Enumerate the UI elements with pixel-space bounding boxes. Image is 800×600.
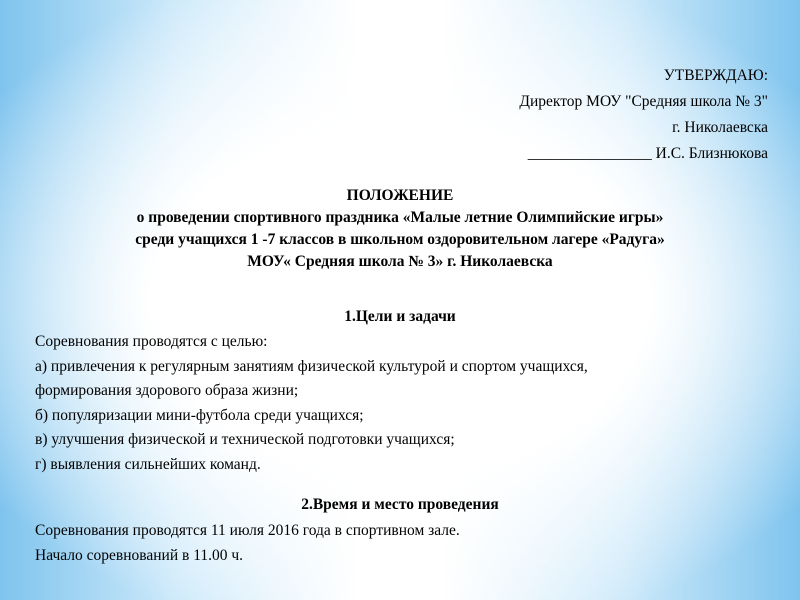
section-1-body bbox=[35, 330, 588, 477]
section-2-body bbox=[35, 519, 460, 568]
title-line-1: ПОЛОЖЕНИЕ bbox=[346, 187, 454, 204]
section-1-paragraph: а) привлечения к регулярным занятиям физической культурой и спортом учащихся, bbox=[35, 357, 588, 375]
section-1-paragraph: формирования здорового образа жизни; bbox=[35, 382, 299, 399]
section-2-heading: 2.Время и место проведения bbox=[301, 496, 499, 513]
approval-city: г. Николаевска bbox=[672, 119, 768, 136]
approval-block bbox=[519, 63, 768, 167]
title-line-4: МОУ« Средняя школа № 3» г. Николаевска bbox=[247, 253, 553, 270]
section-1-heading: 1.Цели и задачи bbox=[344, 308, 456, 325]
section-1-paragraph: б) популяризации мини-футбола среди учащихся; bbox=[35, 406, 364, 424]
section-1-paragraph: Соревнования проводятся с целью: bbox=[35, 333, 268, 350]
document-title bbox=[0, 185, 800, 273]
approval-signature: ________________ И.С. Близнюкова bbox=[527, 145, 768, 162]
title-line-3: среди учащихся 1 -7 классов в школьном оздоровительном лагере «Радуга» bbox=[135, 231, 665, 248]
title-line-2: о проведении спортивного праздника «Малые летние Олимпийские игры» bbox=[136, 209, 664, 226]
section-2-paragraph: Соревнования проводятся 11 июля 2016 года в спортивном зале. bbox=[35, 522, 460, 539]
section-2-paragraph: Начало соревнований в 11.00 ч. bbox=[35, 546, 244, 564]
approval-director: Директор МОУ "Средняя школа № 3" bbox=[519, 93, 768, 110]
approval-label: УТВЕРЖДАЮ: bbox=[663, 67, 768, 84]
section-1-paragraph: г) выявления сильнейших команд. bbox=[35, 455, 261, 473]
section-1-paragraph: в) улучшения физической и технической подготовки учащихся; bbox=[35, 431, 455, 448]
